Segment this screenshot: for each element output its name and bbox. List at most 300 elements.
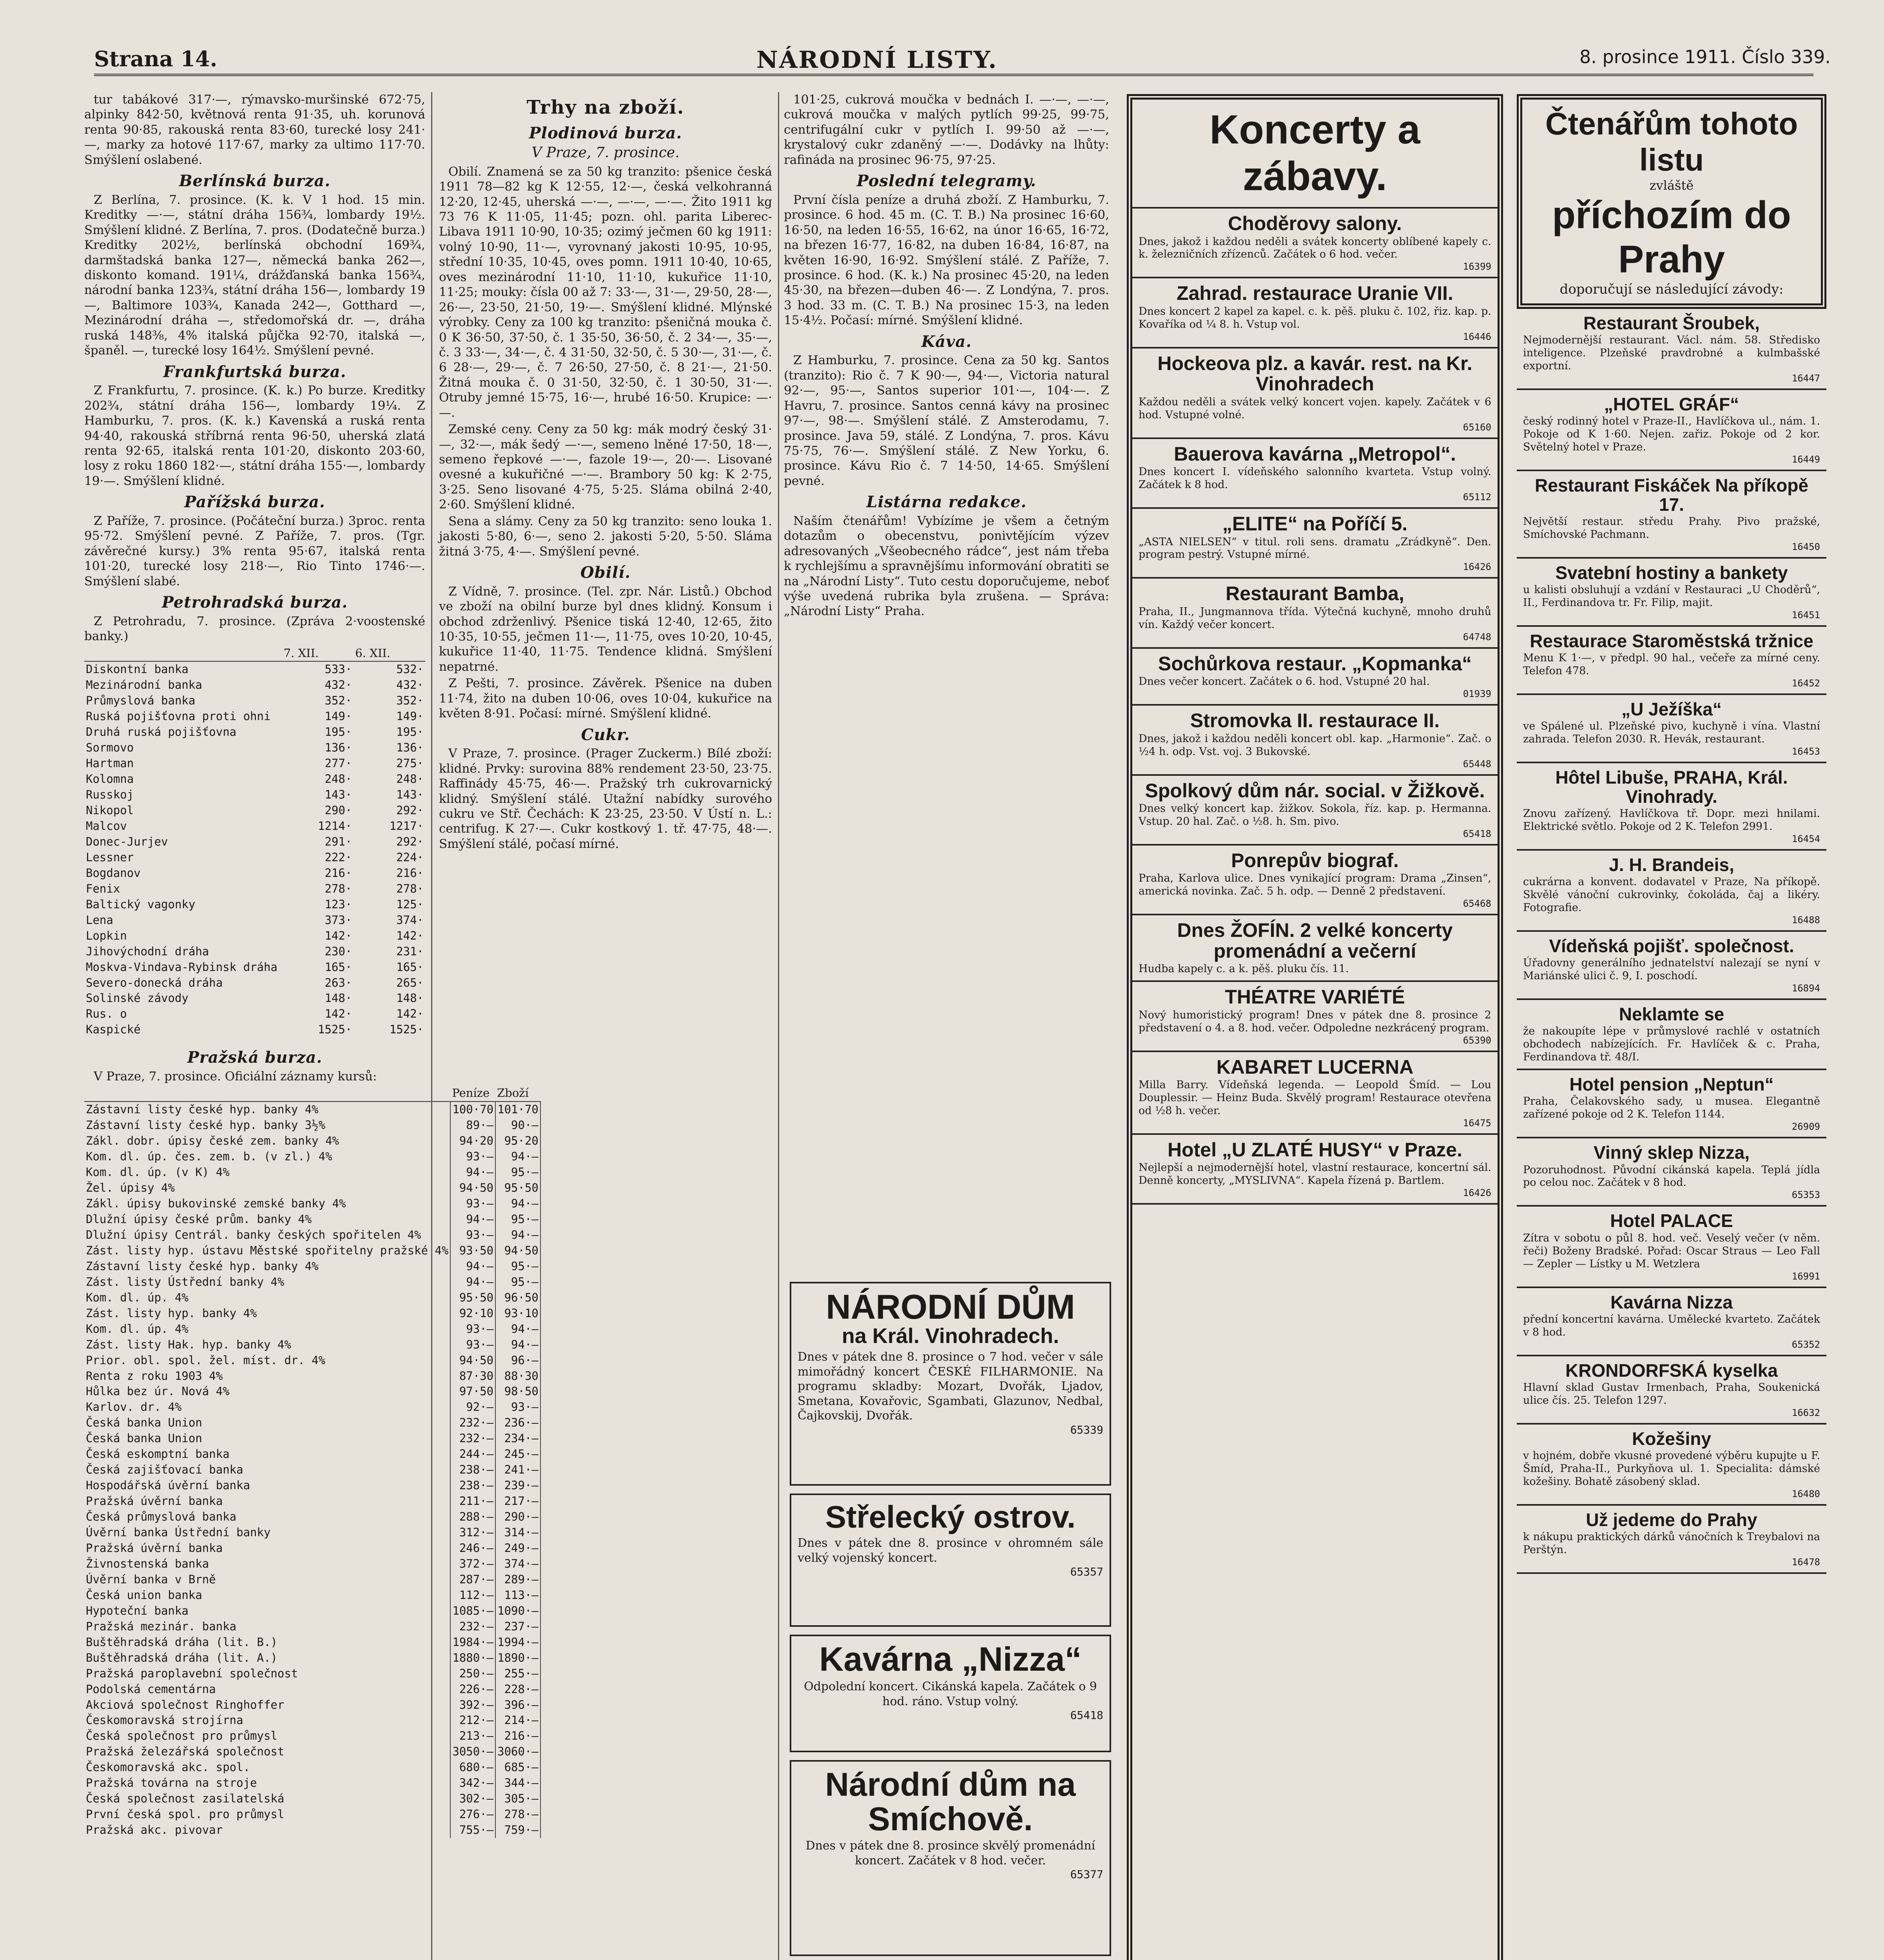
security-name: Zást. listy hyp. ústavu Městské spořitelny pražské 4% (84, 1243, 450, 1259)
ad-box (1132, 776, 1498, 846)
table-row (84, 834, 425, 850)
coffee-text: Z Hamburku, 7. prosince. Cena za 50 kg. Santos (tranzito): Rio č. 7 K 90·—, 94·—, Victoria natural 92·—, 95·—, Santos superior 101·—, 104·—. Z Havru, 7. prosince. Santos cenná kávy na prosinec 97·—, 98·—. Smýšlení stálé. Z Amsterodamu, 7. prosince. Java 59, stálé. Z Londýna, 7. pros. Kávu 75·75, 76·—. Smýšlení stálé. Z New Yorku, 6. prosince. Kávu Rio č. 7 14·50, 14·65. Smýšlení pevné. (784, 353, 1109, 488)
rate-value: 142· (325, 1007, 352, 1021)
rate-value: 241·— (495, 1462, 540, 1478)
rate-value: 237·— (495, 1619, 540, 1635)
security-name: Zást. listy hyp. banky 4% (84, 1306, 450, 1321)
ad-number: 16451 (1792, 609, 1820, 621)
security-name: Fenix (86, 882, 120, 895)
prague-intro: V Praze, 7. prosince. Oficiální záznamy kursů: (94, 1069, 377, 1083)
ad-box (1132, 1052, 1498, 1135)
rate-value: 230· (325, 944, 352, 958)
ad-title: Restaurant Šroubek, (1583, 313, 1760, 333)
ad-box (1132, 278, 1498, 348)
ad-title: „U Ježíška“ (1621, 699, 1722, 720)
rate-value: 143· (396, 788, 424, 802)
ad-text: u kalisti obsluhují a vzdání v Restauraci „U Choděrů“, II., Ferdinandova tr. Fr. Filip, majit. (1523, 583, 1820, 609)
banner-line-1: Čtenářům tohoto listu (1545, 106, 1798, 177)
ad-box (1132, 439, 1498, 509)
rate-value: 759·— (495, 1822, 540, 1838)
security-name: Kolomna (86, 772, 134, 786)
rate-value: 1880·— (450, 1650, 495, 1666)
ad-text: Dnes, jakož i každou neděli koncert obl. kap. „Harmonie“. Zač. o ½4 h. odp. Vst. voj. 3 Bukovské. (1139, 732, 1491, 758)
rate-value: 149· (396, 710, 424, 723)
rate-value: 1984·— (450, 1635, 495, 1650)
ad-text: ve Spálené ul. Plzeňské pivo, kuchyně i vína. Vlastní zahrada. Telefon 2030. R. Hevák, restaurant. (1523, 720, 1820, 746)
table-row (84, 850, 425, 866)
security-name: Českomoravská strojírna (84, 1713, 450, 1728)
rate-value: 93·— (450, 1337, 495, 1353)
rate-value: 352· (325, 694, 352, 708)
rate-value: 265· (396, 976, 424, 989)
ad-box (1132, 706, 1498, 775)
ad-title: Hotel pension „Neptun“ (1569, 1074, 1774, 1095)
table-row (84, 866, 425, 881)
rate-value: 276·— (450, 1807, 495, 1822)
rate-value: 216· (396, 866, 424, 880)
security-name: Zást. listy Hak. hyp. banky 4% (84, 1337, 450, 1353)
ad-box (1517, 390, 1826, 471)
rate-value: 263· (325, 976, 352, 989)
ad-number: 16475 (1463, 1117, 1491, 1129)
rate-value: 93·— (495, 1399, 540, 1415)
frankfurt-heading: Frankfurtská burza. (163, 362, 346, 381)
table-header: Peníze (450, 1085, 495, 1102)
rate-value: 211·— (450, 1494, 495, 1509)
ad-number: 16447 (1792, 373, 1820, 384)
ad-box (1517, 1425, 1826, 1506)
ad-title: Svatební hostiny a bankety (1555, 562, 1788, 583)
produce-exchange-dateline: V Praze, 7. prosince. (531, 145, 680, 161)
ad-text: Nový humoristický program! Dnes v pátek dne 8. prosince 2 představení o 4. a 8. hod. večer. Odpoledne nezkrácený program. (1139, 1009, 1491, 1034)
rate-value: 1217· (389, 819, 424, 833)
security-name: Buštěhradská dráha (lit. B.) (84, 1635, 450, 1650)
ad-title: „ELITE“ na Poříčí 5. (1222, 513, 1408, 535)
rate-value: 255·— (495, 1666, 540, 1682)
ad-number: 65357 (1070, 1565, 1103, 1578)
rate-value: 3060·— (495, 1744, 540, 1760)
rate-value: 142· (396, 1007, 424, 1021)
security-name: Zást. listy Ústřední banky 4% (84, 1274, 450, 1290)
security-name: Bogdanov (86, 866, 141, 880)
rate-value: 3050·— (450, 1744, 495, 1760)
ad-text: „ASTA NIELSEN“ v titul. roli sens. dramatu „Zrádkyně“. Den. program pestrý. Vstupné mírné. (1139, 535, 1491, 561)
ad-number: 65353 (1792, 1189, 1820, 1201)
ad-title: Vídeňská pojišť. společnost. (1549, 935, 1794, 956)
table-row (84, 693, 425, 709)
rate-value: 374·— (495, 1556, 540, 1572)
security-name: Pražská úvěrní banka (84, 1494, 450, 1509)
security-name: Hartman (86, 757, 134, 770)
rate-value: 287·— (450, 1572, 495, 1588)
rate-value: 94·50 (495, 1243, 540, 1259)
telegrams-heading: Poslední telegramy. (856, 172, 1037, 191)
rate-value: 312·— (450, 1525, 495, 1541)
ad-box (1132, 846, 1498, 915)
rate-value: 123· (325, 897, 352, 911)
rate-value: 238·— (450, 1462, 495, 1478)
produce-exchange-heading: Plodinová burza. (529, 123, 682, 142)
rate-value: 342·— (450, 1775, 495, 1791)
table-row (84, 1006, 425, 1022)
ad-number: 16453 (1792, 746, 1820, 757)
table-row (84, 724, 425, 740)
security-name: Ruská pojišťovna proti ohni (86, 710, 271, 723)
ad-text: Dnes, jakož i každou neděli a svátek koncerty oblíbené kapely c. k. železničních zřízenců. Začátek o 6 hod. večer. (1139, 235, 1491, 261)
rate-value: 125· (396, 897, 424, 911)
ad-title: Restaurant Fiskáček Na příkopě 17. (1535, 475, 1808, 515)
banner-line-2: příchozím do Prahy (1552, 193, 1791, 281)
ad-number: 65377 (1070, 1868, 1103, 1881)
ad-strelecky-ostrov (790, 1494, 1111, 1627)
rate-value: 1525· (389, 1023, 424, 1036)
ad-text: přední koncertní kavárna. Umělecké kvarteto. Začátek v 8 hod. (1523, 1313, 1820, 1338)
ad-title: KRONDORFSKÁ kyselka (1565, 1360, 1778, 1381)
ad-text: Dnes večer koncert. Začátek o 6. hod. Vstupné 20 hal. (1139, 675, 1430, 688)
rate-value: 288·— (450, 1509, 495, 1525)
ad-box (1517, 471, 1826, 558)
rate-value: 95·— (495, 1165, 540, 1180)
security-name: Nikopol (86, 804, 134, 817)
security-name: Dlužní úpisy Centrál. banky českých spořitelen 4% (84, 1227, 450, 1243)
table-header: 7. XII. (282, 646, 354, 662)
ad-title: Restaurant Bamba, (1226, 583, 1404, 605)
ad-box (1517, 1356, 1826, 1425)
ad-number: 16894 (1792, 982, 1820, 994)
editorial-heading: Listárna redakce. (866, 493, 1027, 512)
security-name: Úvěrní banka Ústřední banky (84, 1525, 450, 1541)
rate-value: 101·70 (495, 1102, 540, 1118)
telegrams-text: První čísla peníze a druhá zboží. Z Hamburku, 7. prosince. 6 hod. 45 m. (C. T. B.) Na prosinec 16·60, 16·50, na leden 16·55, 16·62, na únor 16·65, 16·72, na březen 16·77, 16·82, na duben 16·84, 16·87, na květen 16·90, 16·92. Smýšlení stálé. Z Paříže, 7. prosince. 6 hod. (K. k.) Na prosinec 45·20, na leden 45·30, na březen—duben 46·—. Z Londýna, 7. pros. 3 hod. 33 m. (C. T. B.) Na prosinec 15·3, na leden 15·4½. Počasí: mírné. Smýšlení klidné. (784, 192, 1109, 328)
prague-heading: Pražská burza. (187, 1048, 323, 1067)
rate-value: 275· (396, 757, 424, 770)
rate-value: 165· (325, 960, 352, 974)
security-name: Česká průmyslová banka (84, 1509, 450, 1525)
rate-value: 352· (396, 694, 424, 708)
rate-value: 246·— (450, 1541, 495, 1556)
ad-title: Dnes ŽOFÍN. 2 velké koncerty promenádní a večerní (1177, 919, 1453, 962)
security-name: První česká spol. pro průmysl (84, 1807, 450, 1822)
petersburg-heading: Petrohradská burza. (161, 593, 348, 612)
grain-text: Obilí. Znamená se za 50 kg tranzito: pšenice česká 1911 78—82 kg K 12·55, 12·—, česká velkohranná 12·20, 12·45, uherská —·—, —·—, —·—. Žito 1911 kg 73 76 K 11·05, 11·45; pozn. ohl. parita Liberec-Libava 1911 10·90, 10·35; ozimý ječmen 60 kg 1911: volný 10·90, 11·—, vyrovnaný jakosti 10·95, 10·95, střední 10·35, 10·45, oves pomn. 1911 10·40, 10·65, oves mezinárodní 11·10, 11·10, kukuřice 11·10, 11·25; mouky: čísla 00 až 7: 33·—, 31·—, 29·50, 28·—, 26·—, 23·50, 21·50, 19·—. Smýšlení klidné. Mlýnské výrobky. Ceny za 100 kg tranzito: pšeničná mouka č. 0 K 36·50, 37·50, č. 1 35·50, 36·50, č. 2 34·—, 35·—, č. 3 33·—, 34·—, č. 4 31·50, 32·50, č. 5 30·—, 31·—, č. 6 28·—, 29·—, č. 7 26·50, 27·50, č. 8 21·—, 21·50. Žitná mouka č. 0 31·50, 32·50, č. 1 30·50, 31·—. Otruby jemné 15·75, 16·—, hrubé 16·50. Krupice: —·—. (439, 164, 772, 420)
security-name: Kom. dl. úp. (v K) 4% (84, 1165, 450, 1180)
ad-title: Hôtel Libuše, PRAHA, Král. Vinohrady. (1555, 767, 1788, 807)
ad-title: Hockeova plz. a kavár. rest. na Kr. Vinohradech (1157, 352, 1472, 395)
ad-title: Neklamte se (1619, 1004, 1724, 1024)
ad-box (1517, 932, 1826, 1000)
rate-value: 95·— (495, 1212, 540, 1227)
rate-value: 93·50 (450, 1243, 495, 1259)
ad-number: 01939 (1463, 688, 1491, 700)
security-name: Baltický vagonky (86, 897, 196, 911)
rate-value: 94·50 (450, 1353, 495, 1368)
rate-value: 232·— (450, 1415, 495, 1431)
ad-text: Pozoruhodnost. Původní cikánská kapela. Teplá jídla po celou noc. Začátek v 8 hod. (1523, 1163, 1820, 1189)
security-name: Zákl. dobr. úpisy české zem. banky 4% (84, 1133, 450, 1149)
table-row (84, 803, 425, 818)
rate-value: 143· (325, 788, 352, 802)
markets-heading: Trhy na zboží. (526, 96, 685, 118)
ad-box (1132, 649, 1498, 706)
security-name: Druhá ruská pojišťovna (86, 725, 237, 739)
rate-value: 93·— (450, 1227, 495, 1243)
security-name: Pražská továrna na stroje (84, 1775, 450, 1791)
rate-value: 92·10 (450, 1306, 495, 1321)
ad-title: Restaurace Staroměstská tržnice (1530, 630, 1813, 651)
security-name: Donec-Jurjev (86, 835, 168, 848)
ad-title: Sochůrkova restaur. „Kopmanka“ (1158, 652, 1472, 675)
ad-title: J. H. Brandeis, (1609, 854, 1734, 875)
ad-title: Ponrepův biograf. (1231, 849, 1399, 871)
rate-value: 94·50 (450, 1180, 495, 1196)
rate-value: 1090·— (495, 1603, 540, 1619)
rate-value: 248· (396, 772, 424, 786)
rate-value: 226·— (450, 1682, 495, 1697)
ad-number: 16452 (1792, 678, 1820, 689)
ad-text: Dnes koncert 2 kapel za kapel. c. k. pěš. pluku č. 102, řiz. kap. p. Kovaříka od ¼ 8. h. Vstup vol. (1139, 305, 1491, 330)
issue-date: 8. prosince 1911. Číslo 339. (1579, 46, 1831, 67)
rate-value: 314·— (495, 1525, 540, 1541)
ad-number: 65112 (1463, 492, 1491, 503)
rate-value: 142· (325, 929, 352, 942)
rate-value: 374· (396, 913, 424, 927)
rate-value: 94·— (495, 1321, 540, 1337)
ad-box (1132, 509, 1498, 579)
ad-title: Kavárna „Nizza“ (819, 1641, 1082, 1678)
table-row (84, 709, 425, 724)
ad-title: NÁRODNÍ DŮM (826, 1287, 1075, 1326)
ad-text: Praha, II., Jungmannova třída. Výtečná kuchyně, mnoho druhů vín. Každý večer koncert. (1139, 605, 1491, 631)
ad-text: Hudba kapely c. a k. pěš. pluku čís. 11. (1139, 963, 1349, 975)
security-name: Hypoteční banka (84, 1603, 450, 1619)
security-name: Česká společnost zasilatelská (84, 1791, 450, 1807)
visitors-list (1517, 309, 1826, 1574)
ad-text: k nákupu praktických dárků vánočních k Treybalovi na Perštýn. (1523, 1531, 1820, 1556)
rate-value: 93·10 (495, 1306, 540, 1321)
ad-title: THÉATRE VARIÉTÉ (1225, 986, 1405, 1008)
ad-text: Dnes v pátek dne 8. prosince skvělý promenádní koncert. Začátek v 8 hod. večer. (805, 1839, 1095, 1867)
rate-value: 94·— (450, 1165, 495, 1180)
ad-number: 65448 (1463, 758, 1491, 769)
security-name: Kom. dl. úp. 4% (84, 1321, 450, 1337)
concerts-section (1127, 94, 1503, 1960)
rate-value: 142· (396, 929, 424, 942)
security-name: Pražská železářská společnost (84, 1744, 450, 1760)
ad-number: 65160 (1463, 421, 1491, 433)
editorial-text: Naším čtenářům! Vybízíme je všem a četným dotazům o obecenstvu, ponivtějícím výzev adresovaných „Všeobecného rádce“, jest nám třeba k rychlejšímu a spravnějšímu informování obratiti se na „Národní Listy“. Tuto cestu doporučujeme, neboť výše uvedená rubrika byla zrušena. — Správa: „Národní Listy“ Praha. (784, 514, 1109, 619)
security-name: Karlov. dr. 4% (84, 1399, 450, 1415)
ad-number: 16399 (1463, 261, 1491, 272)
rate-value: 94·— (495, 1149, 540, 1165)
frankfurt-text: Z Frankfurtu, 7. prosince. (K. k.) Po burze. Kreditky 202¾, státní dráha 156—, lombardy 19¼. Z Hamburku, 7. pros. (K. k.) Kavenská a ruská renta 94·40, rakouská stříbrná renta 96·50, uherská zlatá renta 92·65, italská renta 101·20, diskonto 203·60, losy z roku 1860 182·—, státní dráha 155·—, lombardy 19·—. Smýšlení klidné. (84, 383, 425, 488)
rate-value: 533· (325, 662, 352, 676)
security-name: Lena (86, 913, 113, 927)
rate-value: 222· (325, 850, 352, 864)
column-divider (778, 92, 779, 1960)
security-name: Zástavní listy české hyp. banky 3½% (84, 1118, 450, 1133)
rate-value: 94·— (450, 1274, 495, 1290)
ad-number: 65418 (1463, 828, 1491, 839)
ad-title: Choděrovy salony. (1228, 212, 1402, 234)
ad-box (1517, 559, 1826, 627)
sugar-continued: 101·25, cukrová moučka v bednách I. —·—, —·—, cukrová moučka v malých pytlích 99·25, 99·75, centrifugální cukr v pytlích I. 99·50 až —·—, krystalový cukr zdaněný —·—. Dodávky na lhůty: rafináda na prosinec 96·75, 97·25. (784, 93, 1109, 167)
table-header: 6. XII. (354, 646, 425, 662)
rate-value: 432· (325, 678, 352, 692)
ad-number: 16488 (1792, 914, 1820, 926)
rate-value: 278· (396, 882, 424, 895)
rate-value: 373· (325, 913, 352, 927)
ad-subtitle: na Král. Vinohradech. (841, 1324, 1059, 1348)
rate-value: 93·— (450, 1196, 495, 1212)
rate-value: 95·50 (450, 1290, 495, 1306)
ad-title: Bauerova kavárna „Metropol“. (1174, 443, 1456, 465)
ad-box (1132, 579, 1498, 648)
ad-number: 16446 (1463, 331, 1491, 342)
column-markets (439, 92, 772, 1960)
banner-line-sub: zvláště (1649, 178, 1694, 193)
table-row (84, 1022, 425, 1038)
ad-text: Praha, Karlova ulice. Dnes vynikající program: Drama „Zinsen“, americká novinka. Zač. 5 h. odp. — Denně 2 představení. (1139, 872, 1491, 898)
rate-value: 290· (325, 804, 352, 817)
intro-text: tur tabákové 317·—, rýmavsko-muršinské 672·75, alpinky 842·50, květnová renta 91·35, uh. korunová renta 90·85, rakouská renta 83·60, turecké losy 241·—, marky za hotové 117·67, marky za ultimo 117·70. Smýšlení oslabené. (84, 93, 425, 167)
ad-box (1517, 627, 1826, 695)
ad-text: Každou neděli a svátek velký koncert vojen. kapely. Začátek v 6 hod. Vstupné volné. (1139, 396, 1491, 421)
ad-box (1132, 915, 1498, 982)
table-row (84, 661, 425, 677)
ad-text: Úřadovny generálního jednatelství nalezají se nyní v Mariánské ulici č. 9, I. poschodí. (1523, 957, 1820, 982)
rate-value: 1994·— (495, 1635, 540, 1650)
ad-text: Dnes velký koncert kap. žižkov. Sokola, říz. kap. p. Hermanna. Vstup. 20 hal. Zač. o ½8. h. Sm. pivo. (1139, 802, 1491, 828)
ad-title: Hotel „U ZLATÉ HUSY“ v Praze. (1168, 1138, 1462, 1161)
rate-value: 216·— (495, 1728, 540, 1744)
ad-box (1517, 851, 1826, 932)
security-name: Zákl. úpisy bukovinské zemské banky 4% (84, 1196, 450, 1212)
security-name: Průmyslová banka (86, 694, 196, 708)
ad-text: Praha, Čelakovského sady, u musea. Elegantně zařízené pokoje od 2 K. Telefon 1144. (1523, 1095, 1820, 1121)
rate-value: 213·— (450, 1728, 495, 1744)
table-row (84, 818, 425, 834)
ad-box (1517, 1000, 1826, 1070)
rate-value: 112·— (450, 1588, 495, 1603)
security-name: Česká zajišťovací banka (84, 1462, 450, 1478)
rate-value: 344·— (495, 1775, 540, 1791)
security-name: Kaspické (86, 1023, 141, 1036)
column-telegrams (784, 92, 1109, 1272)
rate-value: 305·— (495, 1791, 540, 1807)
ad-box (1517, 1207, 1826, 1288)
ad-number: 16991 (1792, 1270, 1820, 1282)
rate-value: 278·— (495, 1807, 540, 1822)
rate-value: 1890·— (495, 1650, 540, 1666)
security-name: Hospodářská úvěrní banka (84, 1478, 450, 1494)
rate-value: 94·20 (450, 1133, 495, 1149)
table-row (84, 944, 425, 960)
ad-title: Už jedeme do Prahy (1586, 1509, 1757, 1530)
ad-text: Dnes koncert I. vídeňského salonního kvarteta. Vstup volný. Začátek k 8 hod. (1139, 466, 1491, 491)
ad-title: Stromovka II. restaurace II. (1190, 710, 1440, 732)
rate-value: 236·— (495, 1415, 540, 1431)
rate-value: 87·30 (450, 1368, 495, 1384)
ad-box (1517, 1506, 1826, 1574)
rate-value: 1525· (317, 1023, 352, 1036)
ad-number: 16449 (1792, 454, 1820, 465)
rate-value: 136· (396, 741, 424, 755)
sugar-heading: Cukr. (581, 725, 630, 744)
security-name: Hůlka bez úr. Nová 4% (84, 1384, 450, 1399)
ad-box (1517, 1138, 1826, 1207)
ad-title: Kožešiny (1632, 1428, 1711, 1449)
table-header: Zboží (495, 1085, 540, 1102)
paris-text: Z Paříže, 7. prosince. (Počáteční burza.) 3proc. renta 95·72. Smýšlení pevné. Z Paříže, 7. pros. (Tgr. závěrečné kursy.) 3% renta 95·67, italská renta 101·20, turecké losy 218·—, Rio Tinto 1746·—. Smýšlení slabé. (84, 514, 425, 588)
land-prices-text: Zemské ceny. Ceny za 50 kg: mák modrý český 31·—, 32·—, mák šedý —·—, semeno lněné 17·50, 18·—, semeno řepkové —·—, fazole 19·—, 20·—. Lisované ovesné a kukuřičné —·—. Brambory 50 kg: K 2·75, 3·25. Seno lisované 4·75, 5·25. Sláma obilná 2·40, 2·60. Smýšlení klidné. (439, 422, 772, 512)
visitors-section (1517, 94, 1826, 1960)
rate-value: 250·— (450, 1666, 495, 1682)
table-row (84, 928, 425, 944)
security-name: Česká banka Union (84, 1415, 450, 1431)
rate-value: 231· (396, 944, 424, 958)
ad-number: 16480 (1792, 1488, 1820, 1499)
ad-text: Dnes v pátek dne 8. prosince o 7 hod. večer v sále mimořádný koncert ČESKÉ FILHARMONIE. Na programu skladby: Mozart, Dvořák, Ljadov, Smetana, Kovařovic, Sgambati, Glazunov, Nedbal, Čajkovskij, Dvořák. (798, 1350, 1103, 1423)
rate-value: 95·20 (495, 1133, 540, 1149)
table-row (84, 991, 425, 1006)
table-row (84, 975, 425, 991)
ad-title: Hotel PALACE (1610, 1210, 1733, 1231)
rate-value: 239·— (495, 1478, 540, 1494)
table-row (84, 913, 425, 928)
rate-value: 680·— (450, 1760, 495, 1775)
ad-title: Střelecký ostrov. (825, 1499, 1076, 1534)
rate-value: 93·— (450, 1149, 495, 1165)
concerts-banner: Koncerty a zábavy. (1132, 100, 1498, 209)
rate-value: 95·— (495, 1274, 540, 1290)
ad-text: v hojném, dobře vkusné provedené výběru kupujte u F. Šmíd, Praha-II., Purkyňova ul. 1. Specialita: dámské kožešiny. Bohatě zásobený sklad. (1523, 1450, 1820, 1488)
rate-value: 96·50 (495, 1290, 540, 1306)
security-name: Živnostenská banka (84, 1556, 450, 1572)
ad-title: Národní dům na Smíchově. (825, 1766, 1076, 1838)
rate-value: 89·— (450, 1118, 495, 1133)
security-name: Solinské závody (86, 991, 189, 1005)
ad-text: cukrárna a konvent. dodavatel v Praze, Na příkopě. Skvělé vánoční cukrovinky, čokoláda, čaj a likéry. Fotografie. (1523, 875, 1820, 914)
ad-number: 65339 (1070, 1423, 1103, 1436)
rate-value: 217·— (495, 1494, 540, 1509)
concerts-list (1132, 209, 1498, 1205)
ad-box (1517, 1288, 1826, 1356)
security-name: Moskva-Vindava-Rybinsk dráha (86, 960, 277, 974)
rate-value: 94·— (450, 1212, 495, 1227)
ad-text: že nakoupíte lépe v průmyslové rachlé v ostatních obchodech nabízejících. Fr. Havlíček & c. Praha, Ferdinandova tř. 48/I. (1523, 1025, 1820, 1063)
rate-value: 195· (325, 725, 352, 739)
table-row (84, 756, 425, 771)
security-name: Pražská akc. pivovar (84, 1822, 450, 1838)
rate-value: 96·— (495, 1353, 540, 1368)
table-row (84, 677, 425, 693)
page-number: Strana 14. (94, 46, 218, 71)
security-name: Malcov (86, 819, 127, 833)
ad-text: Znovu zařízený. Havlíčkova tř. Dopr. mezi hnilami. Elektrické světlo. Pokoje od 2 K. Telefon 2991. (1523, 807, 1820, 833)
table-row (84, 881, 425, 897)
rate-value: 100·70 (450, 1102, 495, 1118)
ad-text: Milla Barry. Vídeňská legenda. — Leopold Šmíd. — Lou Douplessir. — Heinz Buda. Skvělý program! Restaurace otevřena od ½8 h. večer. (1139, 1079, 1491, 1117)
rate-value: 95·50 (495, 1180, 540, 1196)
rate-value: 1214· (317, 819, 352, 833)
security-name: Česká eskomptní banka (84, 1446, 450, 1462)
rate-value: 290·— (495, 1509, 540, 1525)
ad-number: 65390 (1463, 1034, 1491, 1046)
security-name: Lopkin (86, 929, 127, 942)
ad-number: 26909 (1792, 1121, 1820, 1132)
security-name: Dlužní úpisy české prům. banky 4% (84, 1212, 450, 1227)
security-name: Pražská paroplavební společnost (84, 1666, 450, 1682)
